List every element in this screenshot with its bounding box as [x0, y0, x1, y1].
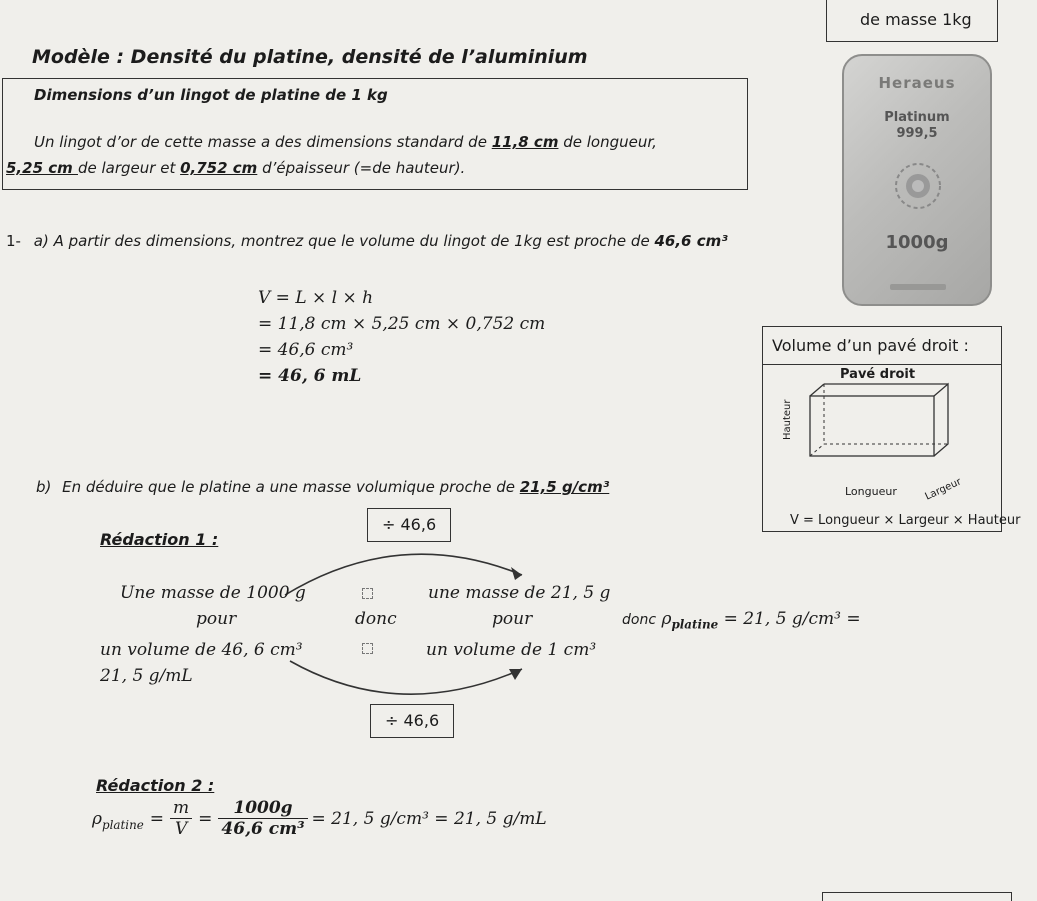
ingot-serial-mark [890, 284, 946, 290]
r2-rho: ρ [92, 808, 102, 829]
dim-length-value: 11,8 cm [491, 133, 559, 151]
dim-line1-post: de longueur, [558, 133, 657, 151]
dim-line1-pre: Un lingot d’or de cette masse a des dimensions standard de [34, 133, 492, 151]
frac1-num: m [170, 798, 192, 819]
pave-subtitle: Pavé droit [840, 367, 916, 382]
ingot-brand: Heraeus [878, 74, 956, 92]
left-volume: un volume de 46, 6 cm³ [100, 640, 303, 660]
pave-height-label: Hauteur [782, 399, 793, 440]
question-a [6, 232, 728, 250]
redaction2-heading: Rédaction 2 : [96, 776, 215, 795]
dim-line2-post: d’épaisseur (=de hauteur). [257, 159, 466, 177]
page-title-text: Modèle : Densité du platine, densité de l’aluminium [32, 46, 588, 68]
rho-symbol: ρ [661, 609, 672, 629]
dim-thickness-value: 0,752 cm [180, 159, 258, 177]
calc-line-1: V = L × l × h [258, 288, 374, 308]
question-a-text: A partir des dimensions, montrez que le volume du lingot de 1kg est proche de [53, 232, 650, 250]
calc-line-3: = 46,6 cm³ [258, 340, 354, 360]
platinum-ingot-image [842, 54, 992, 306]
left-mass: Une masse de 1000 g [120, 583, 306, 603]
pour-1: pour [196, 609, 237, 629]
pave-title: Volume d’un pavé droit : [772, 336, 969, 355]
divide-bottom-label: ÷ 46,6 [385, 711, 440, 730]
mass-label: de masse 1kg [860, 10, 972, 29]
pave-formula: V = Longueur × Largeur × Hauteur [790, 513, 1021, 528]
question-a-value: 46,6 cm³ [654, 232, 728, 250]
frac1-den: V [174, 819, 188, 839]
redaction1-heading: Rédaction 1 : [100, 530, 219, 549]
redaction2-formula: ρ $_{platine}$ = $\frac{m}{V}$ = $\frac{1000g}{\text{46,6 cm³}}$ = 21, 5 g/cm³ = 21, 5 g/mL [92, 798, 547, 839]
ingot-seal-icon [888, 156, 948, 216]
dimensions-line-1 [34, 133, 657, 151]
frac2-num: 1000g [218, 798, 307, 819]
fraction-m-over-v [170, 798, 192, 839]
pave-length-label: Longueur [845, 485, 897, 498]
checkbox-bottom [362, 643, 373, 654]
rho-result [622, 609, 861, 631]
r2-rho-sub: platine [102, 817, 144, 832]
frac2-den: 46,6 cm³ [221, 819, 305, 839]
calc-line-4: = 46, 6 mL [258, 366, 362, 386]
bottom-arrow [290, 661, 522, 694]
checkbox-top [362, 588, 373, 599]
ingot-metal: Platinum [884, 110, 950, 125]
rho-subscript: platine [671, 617, 719, 632]
question-b-letter: b) [36, 478, 52, 496]
question-b-value: 21,5 g/cm³ [519, 478, 610, 496]
rho-value: = 21, 5 g/cm³ = [723, 609, 861, 629]
dim-line2-mid: de largeur et [77, 159, 181, 177]
ingot-purity: 999,5 [896, 126, 938, 141]
ingot-weight: 1000g [885, 232, 949, 253]
bottom-box-edge [822, 892, 1012, 901]
r2-result: = 21, 5 g/cm³ = 21, 5 g/mL [311, 808, 547, 829]
question-a-letter: a) [33, 232, 49, 250]
right-mass: une masse de 21, 5 g [428, 583, 611, 603]
dimensions-heading: Dimensions d’un lingot de platine de 1 kg [34, 86, 388, 104]
pave-title-divider [762, 364, 1002, 365]
question-b-text: En déduire que le platine a une masse volumique proche de [62, 478, 515, 496]
question-b [36, 478, 609, 496]
pour-2: pour [492, 609, 533, 629]
fraction-values [218, 798, 307, 839]
dimensions-line-2 [6, 159, 465, 177]
dim-width-value: 5,25 cm [6, 159, 78, 177]
divide-top-label: ÷ 46,6 [382, 515, 437, 534]
donc-2: donc [622, 612, 657, 628]
final-result: 21, 5 g/mL [100, 666, 193, 686]
calc-line-2: = 11,8 cm × 5,25 cm × 0,752 cm [258, 314, 546, 334]
pave-width-label: Largeur [923, 476, 964, 503]
page-title [32, 46, 588, 68]
cuboid-diagram-icon [770, 380, 990, 490]
right-volume: un volume de 1 cm³ [426, 640, 597, 660]
donc-1: donc [355, 609, 397, 629]
arrows-diagram [230, 535, 590, 705]
question-number: 1- [6, 232, 21, 250]
